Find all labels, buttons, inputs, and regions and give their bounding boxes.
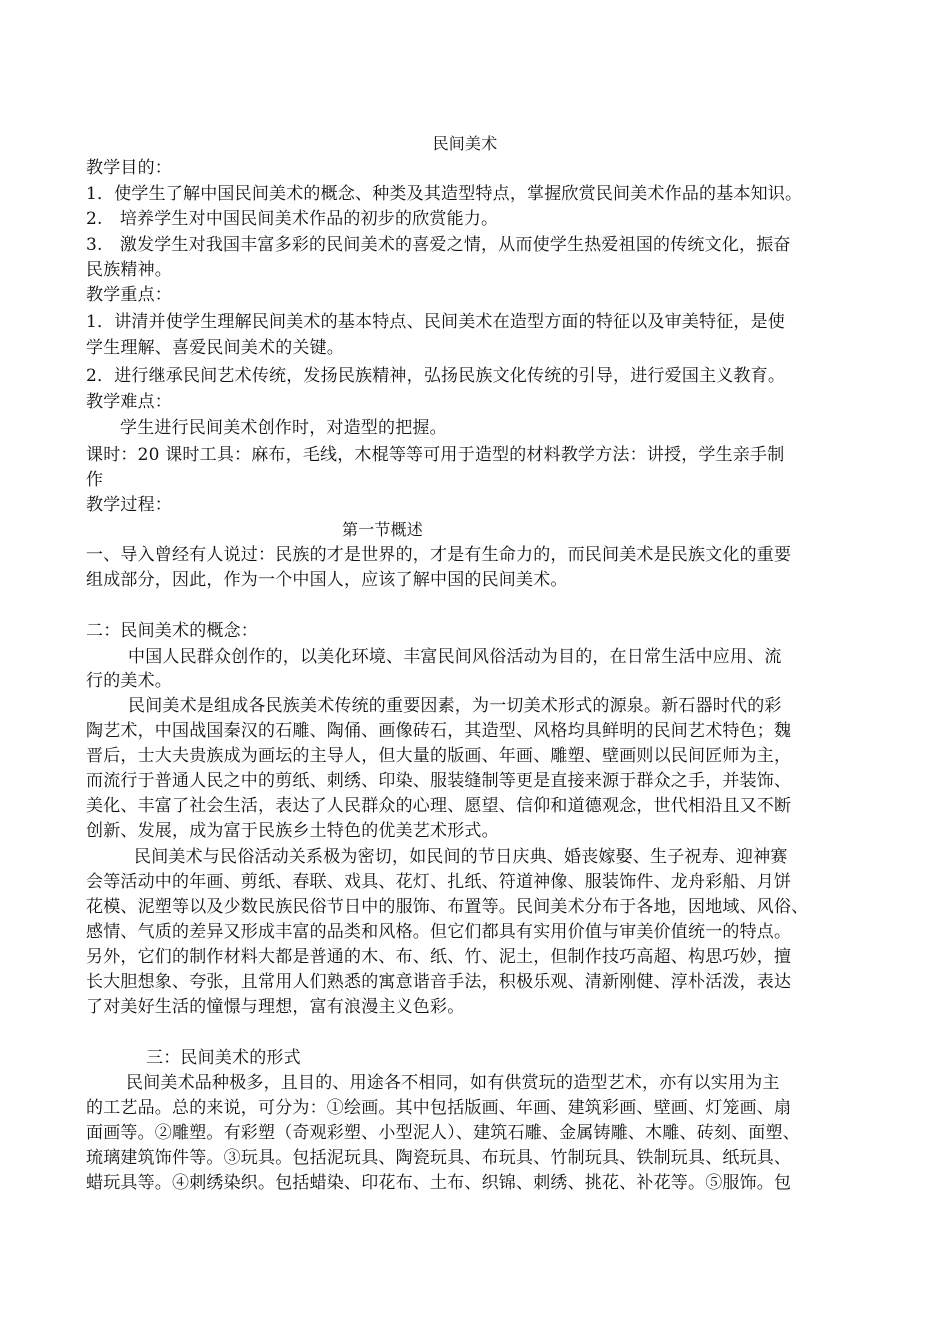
goal-item-1: 1．使学生了解中国民间美术的概念、种类及其造型特点，掌握欣赏民间美术作品的基本知识。 <box>86 184 803 204</box>
key-point-1-line-2: 学生理解、喜爱民间美术的关键。 <box>86 338 344 358</box>
class-hours-line-2: 作 <box>86 470 104 490</box>
difficulty-text: 学生进行民间美术创作时，对造型的把握。 <box>120 418 447 438</box>
folk-activity-line-4: 感情、气质的差异又形成丰富的品类和风格。但它们都具有实用价值与审美价值统一的特点。 <box>86 922 792 942</box>
heading-concept: 二：民间美术的概念： <box>86 621 258 641</box>
heading-teaching-key-points: 教学重点： <box>86 285 172 305</box>
goal-item-3-line-2: 民族精神。 <box>86 260 172 280</box>
source-paragraph-line-5: 美化、丰富了社会生活，表达了人民群众的心理、愿望、信仰和道德观念，世代相沿且又不断 <box>86 796 792 816</box>
folk-activity-line-2: 会等活动中的年画、剪纸、春联、戏具、花灯、扎纸、符道神像、服装饰件、龙舟彩船、月饼 <box>86 872 792 892</box>
source-paragraph-line-1: 民间美术是组成各民族美术传统的重要因素，为一切美术形式的源泉。新石器时代的彩 <box>128 696 782 716</box>
key-point-2: 2．进行继承民间艺术传统，发扬民族精神，弘扬民族文化传统的引导，进行爱国主义教育。 <box>86 366 786 386</box>
forms-line-4: 琉璃建筑饰件等。③玩具。包括泥玩具、陶瓷玩具、布玩具、竹制玩具、铁制玩具、纸玩具、 <box>86 1148 792 1168</box>
heading-forms: 三：民间美术的形式 <box>146 1048 301 1068</box>
section-title-overview: 第一节概述 <box>342 520 424 539</box>
forms-line-3: 面画等。②雕塑。有彩塑（奇观彩塑、小型泥人）、建筑石雕、金属铸雕、木雕、砖刻、面塑、 <box>86 1123 800 1143</box>
concept-line-1: 中国人民群众创作的，以美化环境、丰富民间风俗活动为目的，在日常生活中应用、流 <box>128 647 782 667</box>
forms-line-5: 蜡玩具等。④刺绣染织。包括蜡染、印花布、土布、织锦、刺绣、挑花、补花等。⑤服饰。包 <box>86 1173 792 1193</box>
source-paragraph-line-2: 陶艺术，中国战国秦汉的石雕、陶俑、画像砖石，其造型、风格均具鲜明的民间艺术特色；魏 <box>86 721 792 741</box>
forms-line-2: 的工艺品。总的来说，可分为：①绘画。其中包括版画、年画、建筑彩画、壁画、灯笼画、扇 <box>86 1098 792 1118</box>
goal-item-2: 2. 培养学生对中国民间美术作品的初步的欣赏能力。 <box>86 209 499 229</box>
source-paragraph-line-3: 晋后，士大夫贵族成为画坛的主导人，但大量的版画、年画、雕塑、壁画则以民间匠师为主， <box>86 746 792 766</box>
key-point-1-line-1: 1．讲清并使学生理解民间美术的基本特点、民间美术在造型方面的特征以及审美特征，是使 <box>86 312 786 332</box>
concept-line-2: 行的美术。 <box>86 671 172 691</box>
document-title: 民间美术 <box>432 134 498 153</box>
goal-item-3-line-1: 3. 激发学生对我国丰富多彩的民间美术的喜爱之情，从而使学生热爱祖国的传统文化，振奋 <box>86 235 791 255</box>
source-paragraph-line-6: 创新、发展，成为富于民族乡土特色的优美艺术形式。 <box>86 821 499 841</box>
source-paragraph-line-4: 而流行于普通人民之中的剪纸、刺绣、印染、服装缝制等更是直接来源于群众之手，并装饰、 <box>86 771 792 791</box>
forms-line-1: 民间美术品种极多，且目的、用途各不相同，如有供赏玩的造型艺术，亦有以实用为主 <box>126 1073 780 1093</box>
intro-line-1: 一、导入曾经有人说过：民族的才是世界的，才是有生命力的，而民间美术是民族文化的重要 <box>86 545 792 565</box>
heading-teaching-process: 教学过程： <box>86 495 172 515</box>
folk-activity-line-3: 花模、泥塑等以及少数民族民俗节日中的服饰、布置等。民间美术分布于各地，因地域、风俗、 <box>86 897 809 917</box>
class-hours-line-1: 课时：20 课时工具：麻布，毛线，木棍等等可用于造型的材料教学方法：讲授，学生亲手制 <box>86 445 785 465</box>
heading-teaching-goals: 教学目的： <box>86 158 172 178</box>
intro-line-2: 组成部分，因此，作为一个中国人，应该了解中国的民间美术。 <box>86 570 568 590</box>
folk-activity-line-5: 另外，它们的制作材料大都是普通的木、布、纸、竹、泥土，但制作技巧高超、构思巧妙，擅 <box>86 947 792 967</box>
folk-activity-line-6: 长大胆想象、夸张，且常用人们熟悉的寓意谐音手法，积极乐观、清新刚健、淳朴活泼，表达 <box>86 972 792 992</box>
heading-teaching-difficulties: 教学难点： <box>86 392 172 412</box>
folk-activity-line-7: 了对美好生活的憧憬与理想，富有浪漫主义色彩。 <box>86 997 465 1017</box>
folk-activity-line-1: 民间美术与民俗活动关系极为密切，如民间的节日庆典、婚丧嫁娶、生子祝寿、迎神赛 <box>134 847 788 867</box>
